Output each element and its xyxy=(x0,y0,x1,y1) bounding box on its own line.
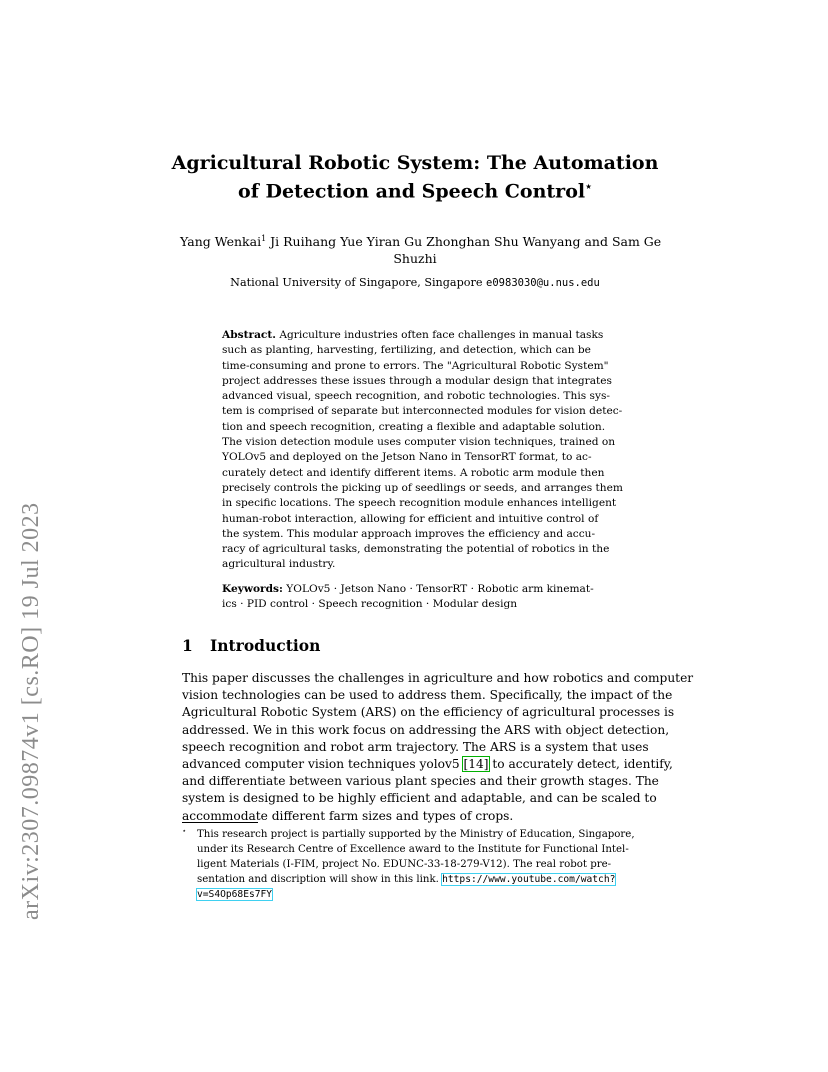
abstract-line: The vision detection module uses computer vision techniques, trained on xyxy=(222,436,616,449)
abstract-line: Abstract. Agriculture industries often face challenges in manual tasks xyxy=(222,329,604,341)
author-affiliation-marker: 1 xyxy=(261,234,267,243)
body-line: addressed. We in this work focus on addressing the ARS with object detection, xyxy=(182,722,670,737)
video-link-continued[interactable]: v=S4Op68Es7FY xyxy=(197,889,273,900)
affiliation xyxy=(180,276,650,290)
abstract xyxy=(222,328,623,573)
citation-link-14[interactable]: [14] xyxy=(463,757,489,772)
keywords-line-1: Keywords: YOLOv5 · Jetson Nano · TensorRT · Robotic arm kinemat- xyxy=(222,583,594,595)
keywords xyxy=(222,582,614,613)
section-heading-introduction xyxy=(182,636,320,655)
footnote-line: ⋆ This research project is partially supported by the Ministry of Education, Singapore, xyxy=(182,827,635,840)
footnote-line xyxy=(182,887,652,902)
abstract-line: tem is comprised of separate but interconnected modules for vision detec- xyxy=(222,405,623,418)
section-number: 1 xyxy=(182,636,193,655)
author-list xyxy=(180,230,662,267)
section-title: Introduction xyxy=(210,636,321,655)
abstract-line: racy of agricultural tasks, demonstrating the potential of robotics in the xyxy=(222,543,610,556)
footnote-line: ligent Materials (I-FIM, project No. EDUNC-33-18-279-V12). The real robot pre- xyxy=(197,859,612,870)
abstract-line: precisely controls the picking up of seedlings or seeds, and arranges them xyxy=(222,481,623,494)
title-line-2-text: of Detection and Speech Control xyxy=(238,180,586,203)
authors-rest: Ji Ruihang Yue Yiran Gu Zhonghan Shu Wanyang and Sam Ge xyxy=(266,234,662,250)
abstract-line: agricultural industry. xyxy=(222,558,336,571)
abstract-line: time-consuming and prone to errors. The "Agricultural Robotic System" xyxy=(222,359,609,372)
authors-line-1 xyxy=(180,230,662,250)
introduction-paragraph xyxy=(182,670,694,825)
institution: National University of Singapore, Singapore xyxy=(230,276,487,289)
abstract-line: curately detect and identify different items. A robotic arm module then xyxy=(222,466,605,479)
arxiv-identifier: arXiv:2307.09874v1 [cs.RO] 19 Jul 2023 xyxy=(18,502,44,920)
body-line: accommodate different farm sizes and types of crops. xyxy=(182,808,514,823)
footnote-line: under its Research Centre of Excellence award to the Institute for Functional Intel- xyxy=(197,844,629,855)
title-line-1: Agricultural Robotic System: The Automation xyxy=(171,152,659,174)
keywords-label: Keywords: xyxy=(222,583,283,595)
abstract-line: YOLOv5 and deployed on the Jetson Nano in TensorRT format, to ac- xyxy=(222,451,592,464)
body-line: and differentiate between various plant species and their growth stages. The xyxy=(182,774,659,789)
body-line: Agricultural Robotic System (ARS) on the efficiency of agricultural processes is xyxy=(182,705,675,720)
contact-email: e0983030@u.nus.edu xyxy=(486,277,600,289)
paper-title xyxy=(150,151,680,203)
footnote-line: sentation and discription will show in this link. https://www.youtube.com/watch? xyxy=(197,874,616,885)
video-link[interactable]: https://www.youtube.com/watch? xyxy=(442,874,616,885)
body-line: vision technologies can be used to address them. Specifically, the impact of the xyxy=(182,688,673,703)
title-line-2 xyxy=(150,175,680,203)
title-footnote-marker: ⋆ xyxy=(585,180,592,193)
abstract-line: tion and speech recognition, creating a flexible and adaptable solution. xyxy=(222,420,606,433)
abstract-line: human-robot interaction, allowing for efficient and intuitive control of xyxy=(222,512,599,525)
abstract-line: the system. This modular approach improves the efficiency and accu- xyxy=(222,527,596,540)
abstract-line: project addresses these issues through a modular design that integrates xyxy=(222,374,612,387)
body-line: system is designed to be highly efficient and adaptable, and can be scaled to xyxy=(182,791,657,806)
body-line: advanced computer vision techniques yolov5 [14] to accurately detect, identify, xyxy=(182,757,673,772)
keywords-line-2: ics · PID control · Speech recognition · Modular design xyxy=(222,598,518,611)
abstract-label: Abstract. xyxy=(222,329,276,341)
author-first: Yang Wenkai xyxy=(180,234,262,250)
footnote-rule xyxy=(182,822,258,823)
abstract-line: in specific locations. The speech recognition module enhances intelligent xyxy=(222,497,617,510)
abstract-line: advanced visual, speech recognition, and robotic technologies. This sys- xyxy=(222,390,610,403)
body-line: speech recognition and robot arm trajectory. The ARS is a system that uses xyxy=(182,739,649,754)
authors-line-2: Shuzhi xyxy=(393,251,437,267)
body-line: This paper discusses the challenges in agriculture and how robotics and computer xyxy=(182,671,694,685)
footnote xyxy=(182,827,652,902)
abstract-line: such as planting, harvesting, fertilizing, and detection, which can be xyxy=(222,344,591,357)
